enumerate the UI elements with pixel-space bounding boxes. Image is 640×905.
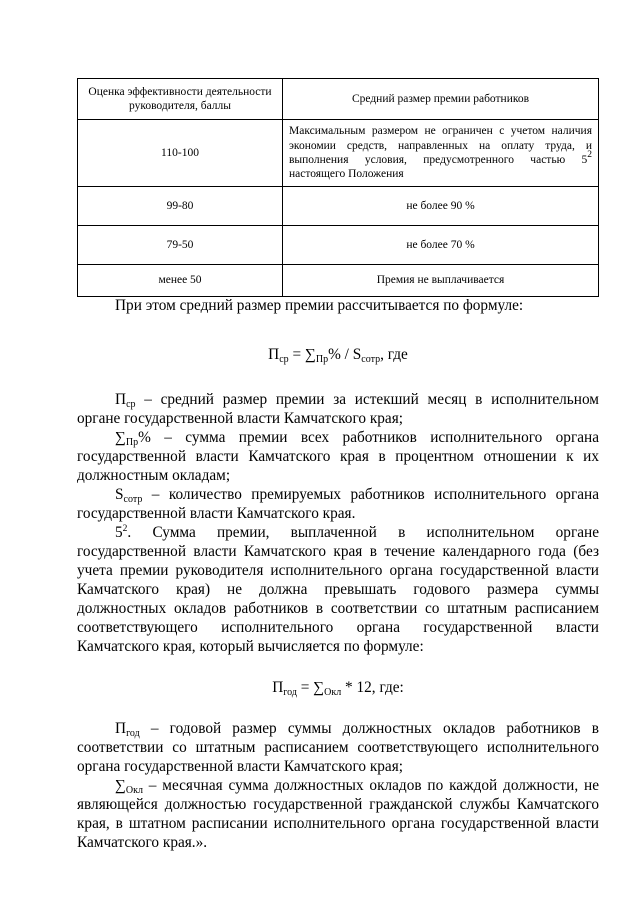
table-row	[78, 187, 599, 226]
definition-annual-salary: $П_{год}$ – годовой размер суммы должностных окладов работников в соответствии со штатным расписанием соответствующего исполнительного органа государственной власти Камчатского края;	[77, 720, 599, 775]
table-header-row	[78, 79, 599, 120]
row-premium: не более 70 %	[283, 226, 599, 265]
row-score: 99-80	[78, 187, 283, 226]
definition-monthly-salary-sum: $\sum_{Окл}$ – месячная сумма должностных окладов по каждой должности, не являющейся должностью государственной гражданской службы Камчатского края, в штатном расписании исполнительного органа государственной власти Камчатского края.».	[77, 777, 599, 851]
definition-sum-premium: $\sum_{Пр}\%$ – сумма премии всех работников исполнительного органа государственной власти Камчатского края в процентном отношении к их должностным окладам;	[77, 429, 599, 484]
intro-paragraph: При этом средний размер премии рассчитывается по формуле:	[115, 297, 524, 314]
row-premium: не более 90 %	[283, 187, 599, 226]
definition-average-premium: $П_{ср}$ – средний размер премии за истекший месяц в исполнительном органе государственной власти Камчатского края;	[77, 391, 599, 427]
document-body	[77, 296, 599, 852]
row-score: 79-50	[78, 226, 283, 265]
row-premium: Максимальным размером не ограничен с учетом наличия экономии средств, направленных на оплату труда, и выполнения условия, предусмотренного частью $5^2$ настоящего Положения	[283, 120, 599, 187]
row-score: 110-100	[78, 120, 283, 187]
formula-average-premium: $П_{ср} = \sum_{Пр}\% / S_{сотр}$, где	[268, 346, 408, 365]
definition-employee-count: $S_{сотр}$ – количество премируемых работников исполнительного органа государственной власти Камчатского края.	[77, 486, 599, 522]
paragraph-5-2: $5^2$. Сумма премии, выплаченной в исполнительном органе государственной власти Камчатского края в течение календарного года (без учета премии руководителя исполнительного органа государственной власти Камчатского края) не должна превышать годового размера суммы должностных окладов работников в соответствии со штатным расписанием соответствующего исполнительного органа государственной власти Камчатского края, который вычисляется по формуле:	[77, 524, 599, 655]
table-row	[78, 120, 599, 187]
header-score: Оценка эффективности деятельности руководителя, баллы	[78, 79, 283, 120]
row-score: менее 50	[78, 265, 283, 297]
table-row	[78, 265, 599, 297]
formula-annual-salary: $П_{год} = \sum_{Окл} * 12$, где:	[272, 679, 404, 698]
row-premium: Премия не выплачивается	[283, 265, 599, 297]
premium-table	[77, 78, 599, 297]
header-premium: Средний размер премии работников	[283, 79, 599, 120]
table-row	[78, 226, 599, 265]
